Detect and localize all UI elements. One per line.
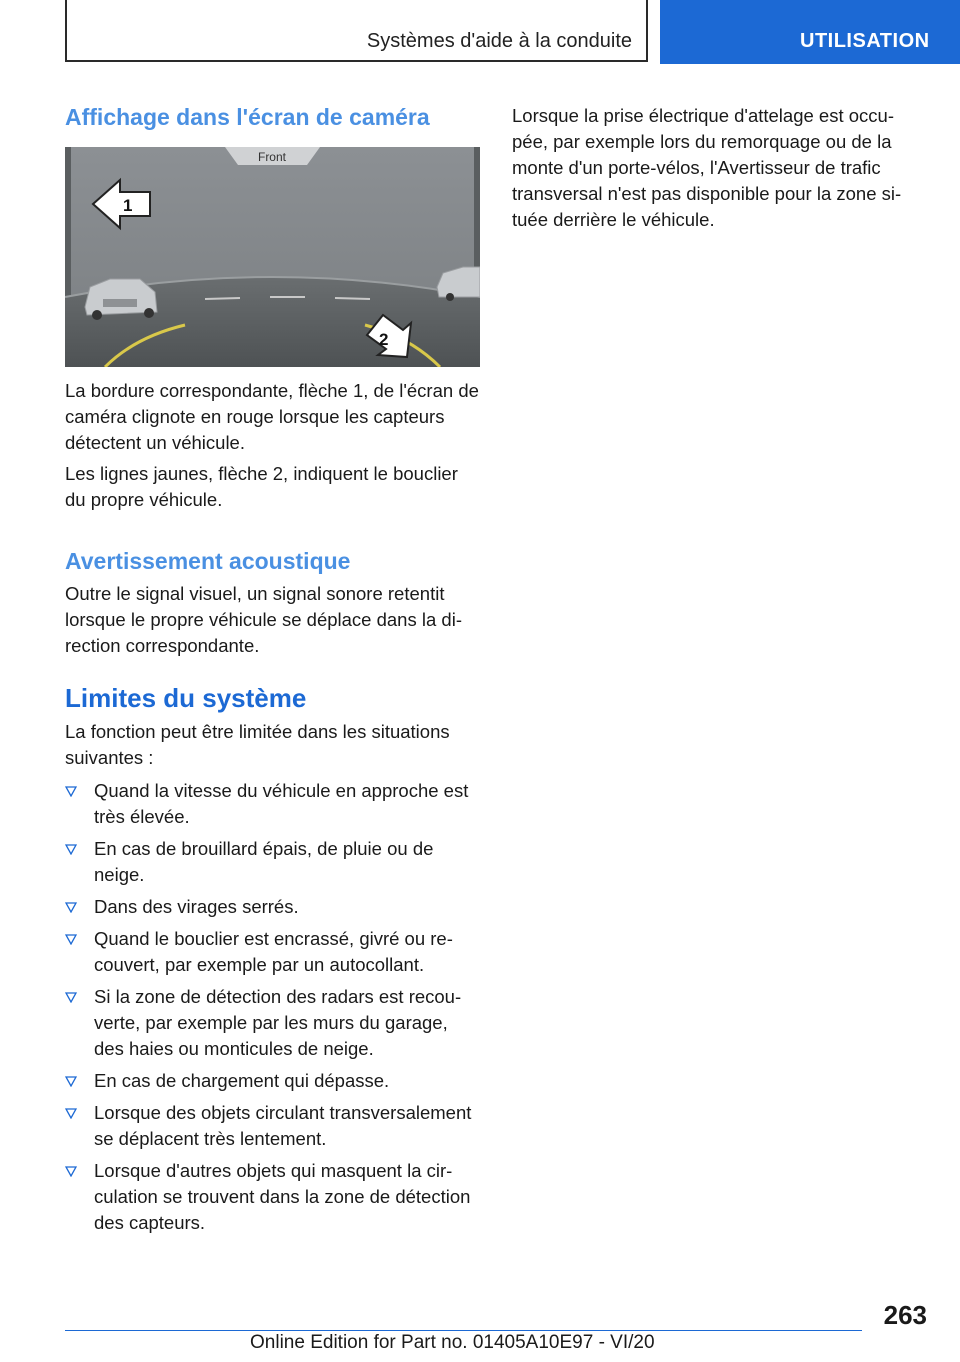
footer-edition: Online Edition for Part no. 01405A10E97 - VI/20 — [250, 1332, 655, 1353]
list-item-text: Si la zone de détection des radars est recouverte, par exemple par les murs du garage, des haies ou monticules de neige. — [94, 986, 462, 1059]
triangle-bullet-icon — [65, 901, 77, 913]
acoustic-para: Outre le signal visuel, un signal sonore retentit lorsque le propre véhicule se déplace dans la direction correspondante. — [65, 583, 462, 656]
header-chapter-tab[interactable] — [660, 0, 960, 64]
limits-intro: La fonction peut être limitée dans les situations suivantes : — [65, 721, 450, 768]
camera-screen-illustration — [65, 147, 480, 367]
list-item-text: Lorsque d'autres objets qui masquent la circulation se trouvent dans la zone de détection des capteurs. — [94, 1160, 471, 1233]
list-item — [65, 984, 480, 1062]
list-item — [65, 894, 480, 920]
list-item-text: En cas de chargement qui dépasse. — [94, 1070, 390, 1091]
camera-front-label: Front — [257, 150, 287, 164]
list-item-text: Quand la vitesse du véhicule en approche est très élevée. — [94, 780, 469, 827]
triangle-bullet-icon — [65, 1075, 77, 1087]
page-number: 263 — [883, 1300, 927, 1330]
camera-para-2: Les lignes jaunes, flèche 2, indiquent le bouclier du propre véhicule. — [65, 463, 458, 510]
list-item-text: En cas de brouillard épais, de pluie ou de neige. — [94, 838, 434, 885]
triangle-bullet-icon — [65, 843, 77, 855]
list-item — [65, 778, 480, 830]
list-item — [65, 1100, 480, 1152]
right-column-para: Lorsque la prise électrique d'attelage est occupée, par exemple lors du remorquage ou de la monte d'un porte-vélos, l'Avertisseur de trafic transversal n'est pas disponible pour la zone située derrière le véhicule. — [512, 105, 902, 230]
list-item-text: Dans des virages serrés. — [94, 896, 299, 917]
camera-screen-image — [65, 147, 480, 367]
header-chapter-title: UTILISATION — [800, 30, 930, 52]
limits-list — [65, 778, 480, 1242]
list-item — [65, 926, 480, 978]
acoustic-section-title: Avertissement acoustique — [65, 548, 351, 574]
triangle-bullet-icon — [65, 991, 77, 1003]
list-item — [65, 836, 480, 888]
triangle-bullet-icon — [65, 785, 77, 797]
arrow-2-label: 2 — [379, 330, 389, 349]
triangle-bullet-icon — [65, 1165, 77, 1177]
list-item-text: Quand le bouclier est encrassé, givré ou recouvert, par exemple par un autocollant. — [94, 928, 453, 975]
arrow-1-label: 1 — [123, 196, 133, 215]
camera-section-title: Affichage dans l'écran de caméra — [65, 104, 430, 130]
left-car-icon — [85, 279, 157, 320]
triangle-bullet-icon — [65, 933, 77, 945]
footer-divider — [65, 1330, 862, 1331]
header-section-title: Systèmes d'aide à la conduite — [366, 30, 632, 52]
list-item-text: Lorsque des objets circulant transversalement se déplacent très lentement. — [94, 1102, 472, 1149]
triangle-bullet-icon — [65, 1107, 77, 1119]
header-section-box — [65, 0, 648, 62]
camera-para-1: La bordure correspondante, flèche 1, de l'écran de caméra clignote en rouge lorsque les capteurs détectent un véhicule. — [65, 380, 479, 453]
list-item — [65, 1068, 480, 1094]
list-item — [65, 1158, 480, 1236]
limits-section-title: Limites du système — [65, 683, 307, 713]
